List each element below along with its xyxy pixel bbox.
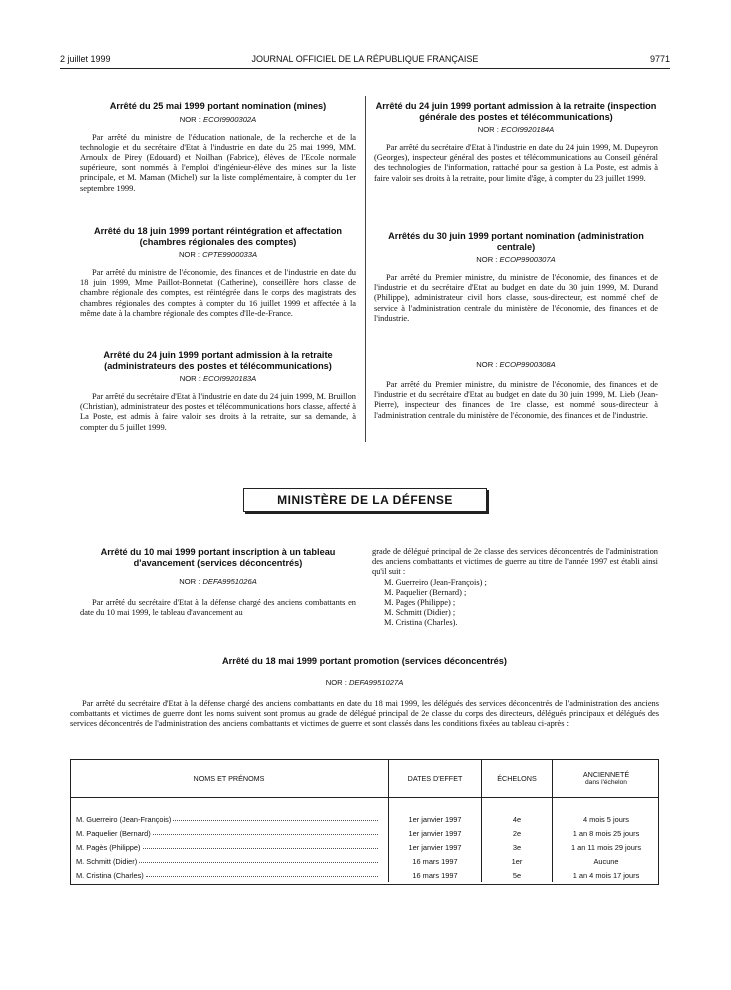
header-anciennete: ANCIENNETÉ dans l'échelon (553, 759, 660, 798)
left-col-article-1 (80, 101, 356, 194)
left-col-article-2 (80, 226, 356, 319)
nor-line: NOR : ECOP9900307A (476, 255, 556, 264)
article-title: Arrêté du 18 mai 1999 portant promotion (services déconcentrés) (222, 656, 507, 666)
list-item: M. Pages (Philippe) ; (384, 598, 456, 608)
cell-date: 16 mars 1997 (389, 868, 482, 882)
article-body-continued: grade de délégué principal de 2e classe des services déconcentrés de l'administration des anciens combattants et victimes de guerre au titre de l'année 1997 est établi ainsi qu'il suit : (372, 547, 658, 577)
defense-article-left (80, 547, 356, 618)
defense-article-right (372, 547, 658, 629)
header-page-number: 9771 (649, 54, 670, 64)
cell-anciennete: 1 an 11 mois 29 jours (570, 842, 642, 852)
article-body: Par arrêté du ministre de l'économie, des finances et de l'industrie en date du 18 juin 1999, Mme Paillot-Bonnetat (Catherine), conseillère hors classe de chambre régionale des comptes, est réintégrée dans le corps des magistrats des chambres régionales des comptes à compter du 16 juillet 1999 et affectée à la même date à la chambre régionale des comptes d'Ile-de-France. (80, 268, 356, 318)
cell-anciennete: 1 an 4 mois 17 jours (572, 870, 640, 880)
article-title: Arrêté du 24 juin 1999 portant admission à la retraite (administrateurs des postes et télécommunications) (103, 350, 333, 371)
header-rule (60, 68, 670, 69)
nor-line: NOR : ECOI9920183A (179, 374, 257, 383)
article-body: Par arrêté du secrétaire d'Etat à la défense chargé des anciens combattants en date du 10 mai 1999, le tableau d'avancement au (80, 598, 356, 618)
header-date: 2 juillet 1999 (60, 54, 111, 64)
cell-echelon: 1er (482, 854, 553, 868)
article-title: Arrêté du 24 juin 1999 portant admission à la retraite (inspection générale des postes et télécommunications) (375, 101, 657, 122)
article-body: Par arrêté du Premier ministre, du ministre de l'économie, des finances et de l'industrie et du secrétaire d'Etat au budget en date du 30 juin 1999, M. Durand (Philippe), administrateur civil hors classe, sous-directeur, est nommé chef de service à l'administration centrale du ministère de l'économie, des finances et de l'industrie. (374, 273, 658, 323)
article-body: Par arrêté du secrétaire d'Etat à l'industrie en date du 24 juin 1999, M. Dupeyron (Georges), inspecteur général des postes et télécommunications au Conseil général des technologies de l'information, rattaché pour sa gestion à La Poste, est admis à faire valoir ses droits à la retraite, pour limite d'âge, à compter du 23 juillet 1999. (374, 143, 658, 183)
cell-date: 1er janvier 1997 (389, 826, 482, 840)
article-body: Par arrêté du secrétaire d'Etat à l'industrie en date du 24 juin 1999, M. Bruillon (Christian), administrateur des postes et télécommunications hors classe, affecté à La Poste, est admis à faire valoir ses droits à la retraite, sur sa demande, à compter du 5 juillet 1999. (80, 392, 356, 432)
ministry-heading: MINISTÈRE DE LA DÉFENSE (277, 493, 453, 507)
header-names: NOMS ET PRÉNOMS (70, 759, 389, 798)
article-title: Arrêtés du 30 juin 1999 portant nomination (administration centrale) (388, 231, 644, 252)
nor-line: NOR : DEFA9951026A (179, 577, 257, 586)
cell-anciennete: 4 mois 5 jours (582, 814, 629, 824)
right-col-article-1 (374, 101, 658, 184)
article-title: Arrêté du 18 juin 1999 portant réintégration et affectation (chambres régionales des comptes) (93, 226, 343, 247)
nor-line: NOR : ECOP9900308A (476, 360, 556, 369)
cell-name: M. Pagès (Philippe) (76, 842, 141, 852)
cell-name: M. Cristina (Charles) (76, 870, 144, 880)
header-echelons: ÉCHELONS (482, 759, 553, 798)
list-item: M. Paquelier (Bernard) ; (384, 587, 467, 597)
cell-name: M. Schmitt (Didier) (76, 856, 138, 866)
column-divider (365, 96, 366, 442)
cell-echelon: 5e (482, 868, 553, 882)
cell-echelon: 4e (482, 812, 553, 826)
cell-name: M. Paquelier (Bernard) (76, 828, 151, 838)
nor-line: NOR : DEFA9951027A (325, 677, 404, 687)
table-frame (70, 759, 659, 885)
cell-anciennete: Aucune (593, 856, 619, 866)
article-title: Arrêté du 10 mai 1999 portant inscription à un tableau d'avancement (services déconcentrés) (100, 547, 336, 568)
article-body: Par arrêté du secrétaire d'Etat à la défense chargé des anciens combattants en date du 18 mai 1999, les délégués des services déconcentrés de l'administration des anciens combattants et victimes de guerre dont les noms suivent sont promus au grade de délégué principal de 2e classe du corps des directeurs, délégués principaux et délégués des services déconcentrés de l'administration des anciens combattants et victimes de guerre et sont classés dans les conditions fixées au tableau ci-après : (70, 698, 659, 728)
names-list (372, 578, 658, 629)
cell-date: 16 mars 1997 (389, 854, 482, 868)
cell-anciennete: 1 an 8 mois 25 jours (572, 828, 640, 838)
cell-echelon: 2e (482, 826, 553, 840)
header-dates: DATES D'EFFET (389, 759, 482, 798)
nor-line: NOR : ECOI9900302A (179, 114, 257, 124)
article-body: Par arrêté du Premier ministre, du ministre de l'économie, des finances et de l'industrie et du secrétaire d'Etat au budget en date du 30 juin 1999, M. Lieb (Jean-Pierre), inspecteur des finances de 1re classe, est nommé sous-directeur à l'administration centrale du ministère de l'économie, des finances et de l'industrie. (374, 380, 658, 420)
list-item: M. Schmitt (Didier) ; (384, 608, 456, 618)
article-title: Arrêté du 25 mai 1999 portant nomination (mines) (109, 101, 327, 111)
promotion-article (70, 656, 659, 729)
cell-date: 1er janvier 1997 (389, 812, 482, 826)
cell-echelon: 3e (482, 840, 553, 854)
right-col-article-3 (374, 360, 658, 421)
nor-line: NOR : CPTE9900033A (178, 250, 258, 259)
cell-date: 1er janvier 1997 (389, 840, 482, 854)
cell-name: M. Guerreiro (Jean-François) (76, 814, 172, 824)
ministry-heading-box (243, 488, 487, 512)
list-item: M. Guerreiro (Jean-François) ; (384, 577, 487, 587)
article-body: Par arrêté du ministre de l'éducation nationale, de la recherche et de la technologie et du secrétaire d'Etat à l'industrie en date du 25 mai 1999, MM. Arnoulx de Pirey (Edouard) et Noilhan (Fabrice), élèves de l'Ecole normale supérieure, sont nommés à l'emploi d'ingénieur-élève des mines sur la liste principale, et M. Maman (Michel) sur la liste complémentaire, à compter du 1er septembre 1999. (80, 132, 356, 193)
nor-line: NOR : ECOI9920184A (477, 125, 555, 134)
right-col-article-2 (374, 231, 658, 324)
list-item: M. Cristina (Charles). (384, 618, 458, 628)
header-journal: JOURNAL OFFICIEL DE LA RÉPUBLIQUE FRANÇAISE (251, 54, 479, 64)
left-col-article-3 (80, 350, 356, 433)
